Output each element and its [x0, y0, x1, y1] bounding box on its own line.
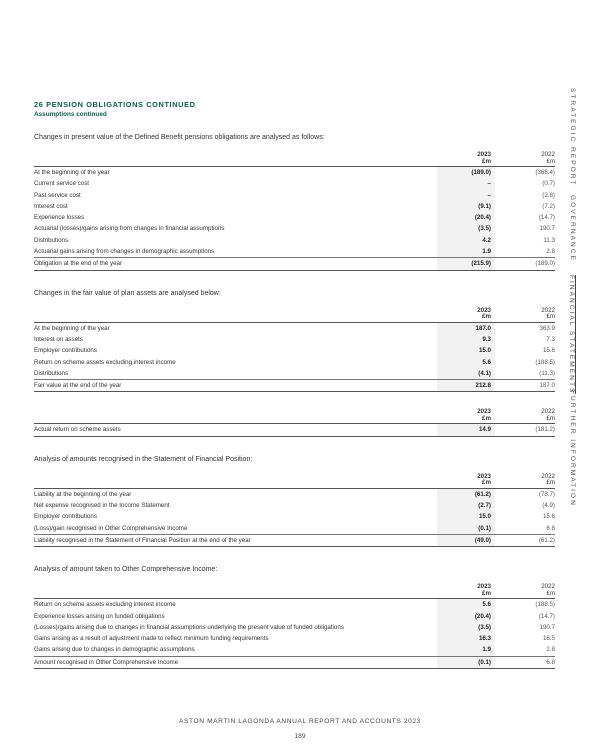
row-label: Actuarial (losses)/gains arising from changes in financial assumptions	[34, 225, 225, 233]
total-gap	[495, 258, 505, 270]
total-label: Obligation at the end of the year	[34, 258, 437, 270]
total-value-2022: (61.2)	[505, 534, 555, 546]
page-number: 189	[294, 733, 306, 740]
row-gap	[495, 622, 505, 633]
row-label: Current service cost	[34, 180, 90, 188]
header-year-2022: 2022	[541, 408, 555, 416]
nav-further-information[interactable]: FURTHER INFORMATION	[569, 390, 576, 507]
total-gap	[495, 424, 505, 436]
row-value-2023: (4.1)	[437, 368, 495, 380]
row-label: Employer contributions	[34, 347, 97, 355]
section-subtitle: Assumptions continued	[34, 111, 107, 118]
table-row	[34, 500, 555, 511]
row-gap	[495, 223, 505, 234]
financial-table	[34, 471, 555, 547]
header-gap	[495, 149, 505, 167]
table-block	[34, 455, 555, 547]
total-value-2022: 187.0	[505, 380, 555, 392]
table-header-row	[34, 406, 555, 424]
row-gap	[495, 599, 505, 611]
row-gap	[495, 246, 505, 258]
table-row	[34, 511, 555, 522]
total-value-2023: 212.8	[437, 380, 495, 392]
row-gap	[495, 500, 505, 511]
total-value-2022: (189.0)	[505, 258, 555, 270]
header-unit-2022: £m	[546, 414, 555, 422]
header-unit-2022: £m	[546, 479, 555, 487]
header-2023	[437, 406, 495, 424]
total-label: Actual return on scheme assets	[34, 424, 437, 436]
table-row	[34, 223, 555, 234]
header-unit-2023: £m	[482, 414, 491, 422]
header-label-spacer	[34, 581, 437, 599]
header-year-2023: 2023	[477, 306, 491, 314]
table-row	[34, 246, 555, 258]
header-year-2022: 2022	[541, 472, 555, 480]
row-gap	[495, 334, 505, 345]
total-gap	[495, 534, 505, 546]
row-value-2022: 15.6	[542, 347, 555, 355]
row-value-2023: (20.4)	[437, 212, 495, 223]
table-row	[34, 190, 555, 201]
row-value-2023: (2.7)	[437, 500, 495, 511]
header-unit-2023: £m	[482, 313, 491, 321]
tables-container	[34, 133, 555, 669]
total-label: Fair value at the end of the year	[34, 380, 437, 392]
header-unit-2022: £m	[546, 589, 555, 597]
header-year-2022: 2022	[541, 306, 555, 314]
row-value-2023: (0.1)	[437, 523, 495, 535]
header-unit-2022: £m	[546, 313, 555, 321]
nav-financial-statements[interactable]: FINANCIAL STATEMENTS	[568, 275, 575, 395]
table-total-row	[34, 380, 555, 392]
row-value-2022: (7.2)	[542, 202, 555, 210]
row-label: Distributions	[34, 369, 69, 377]
table-row	[34, 368, 555, 380]
table-row	[34, 644, 555, 656]
row-value-2023: (3.5)	[437, 223, 495, 234]
header-gap	[495, 581, 505, 599]
row-label: Distributions	[34, 236, 69, 244]
header-gap	[495, 305, 505, 323]
row-value-2023: –	[437, 190, 495, 201]
header-label-spacer	[34, 305, 437, 323]
nav-strategic-report[interactable]: STRATEGIC REPORT	[569, 88, 576, 187]
row-label: At the beginning of the year	[34, 324, 110, 332]
row-value-2023: (61.2)	[437, 488, 495, 500]
row-gap	[495, 611, 505, 622]
header-unit-2023: £m	[482, 479, 491, 487]
total-value-2022: 6.8	[505, 656, 555, 668]
row-value-2023: 5.6	[437, 357, 495, 368]
row-label: Liability at the beginning of the year	[34, 490, 132, 498]
total-gap	[495, 656, 505, 668]
row-value-2022: (0.7)	[542, 180, 555, 188]
row-value-2023: 15.0	[437, 345, 495, 356]
row-value-2022: 190.7	[539, 623, 555, 631]
row-gap	[495, 201, 505, 212]
table-row	[34, 235, 555, 246]
row-value-2023: 187.0	[437, 322, 495, 334]
row-value-2022: 2.8	[546, 646, 555, 654]
table-row	[34, 523, 555, 535]
row-label: Experience losses	[34, 214, 85, 222]
row-gap	[495, 167, 505, 179]
table-header-row	[34, 305, 555, 323]
row-value-2023: 16.3	[437, 633, 495, 644]
total-value-2023: (49.0)	[437, 534, 495, 546]
header-2022	[505, 406, 555, 424]
row-value-2022: (188.5)	[535, 358, 555, 366]
table-total-row	[34, 656, 555, 668]
header-2022	[505, 305, 555, 323]
row-label: Net expense recognised in the Income Statement	[34, 502, 170, 510]
table-block	[34, 406, 555, 436]
header-2023	[437, 305, 495, 323]
header-unit-2023: £m	[482, 157, 491, 165]
side-navigation	[566, 88, 578, 508]
header-gap	[495, 406, 505, 424]
row-gap	[495, 322, 505, 334]
row-gap	[495, 644, 505, 656]
row-label: Past service cost	[34, 191, 81, 199]
row-value-2023: (189.0)	[437, 167, 495, 179]
row-gap	[495, 523, 505, 535]
table-row	[34, 599, 555, 611]
row-value-2023: 15.0	[437, 511, 495, 522]
total-value-2023: (215.9)	[437, 258, 495, 270]
table-row	[34, 201, 555, 212]
table-row	[34, 488, 555, 500]
row-value-2023: –	[437, 178, 495, 189]
row-label: Experience losses arising on funded obligations	[34, 612, 165, 620]
row-value-2022: (368.4)	[535, 169, 555, 176]
table-row	[34, 167, 555, 179]
table-row	[34, 357, 555, 368]
page-content	[34, 100, 555, 669]
total-value-2023: 14.9	[437, 424, 495, 436]
row-label: Return on scheme assets excluding interest income	[34, 358, 176, 366]
table-block	[34, 289, 555, 393]
table-header-row	[34, 471, 555, 489]
header-2023	[437, 581, 495, 599]
table-intro: Analysis of amount taken to Other Comprehensive Income:	[34, 566, 218, 574]
header-label-spacer	[34, 471, 437, 489]
financial-table	[34, 149, 555, 271]
row-value-2023: (3.5)	[437, 622, 495, 633]
table-block	[34, 565, 555, 669]
nav-governance[interactable]: GOVERNANCE	[569, 195, 576, 262]
row-label: At the beginning of the year	[34, 169, 110, 176]
table-row	[34, 322, 555, 334]
header-year-2023: 2023	[477, 583, 491, 591]
row-value-2022: 7.3	[546, 335, 555, 343]
row-label: Return on scheme assets excluding interest income	[34, 601, 176, 609]
row-value-2022: 15.6	[542, 513, 555, 521]
table-row	[34, 178, 555, 189]
header-label-spacer	[34, 149, 437, 167]
footer-title: ASTON MARTIN LAGONDA ANNUAL REPORT AND ACCOUNTS 2023	[179, 718, 421, 725]
header-2022	[505, 149, 555, 167]
header-year-2023: 2023	[477, 151, 491, 158]
table-header-row	[34, 149, 555, 167]
header-2023	[437, 149, 495, 167]
total-label: Amount recognised in Other Comprehensive Income	[34, 656, 437, 668]
row-label: Actuarial gains arising from changes in demographic assumptions	[34, 248, 215, 256]
header-2022	[505, 581, 555, 599]
row-gap	[495, 212, 505, 223]
row-value-2022: (14.7)	[538, 612, 555, 620]
table-intro: Analysis of amounts recognised in the Statement of Financial Position:	[34, 455, 253, 463]
row-label: Interest cost	[34, 202, 68, 210]
header-label-spacer	[34, 406, 437, 424]
row-gap	[495, 178, 505, 189]
total-label: Liability recognised in the Statement of Financial Position at the end of the year	[34, 534, 437, 546]
header-unit-2022: £m	[546, 157, 555, 165]
row-label: (Loss)/gain recognised in Other Comprehensive Income	[34, 524, 188, 532]
table-row	[34, 345, 555, 356]
row-value-2022: (14.7)	[538, 214, 555, 222]
header-year-2022: 2022	[541, 151, 555, 158]
table-total-row	[34, 424, 555, 436]
row-value-2022: (188.5)	[535, 601, 555, 609]
table-row	[34, 611, 555, 622]
total-value-2023: (0.1)	[437, 656, 495, 668]
row-value-2023: 1.9	[437, 246, 495, 258]
row-value-2023: 9.3	[437, 334, 495, 345]
row-gap	[495, 633, 505, 644]
table-total-row	[34, 258, 555, 270]
header-2022	[505, 471, 555, 489]
table-row	[34, 334, 555, 345]
header-gap	[495, 471, 505, 489]
row-value-2023: (9.1)	[437, 201, 495, 212]
row-gap	[495, 357, 505, 368]
row-gap	[495, 345, 505, 356]
financial-table	[34, 305, 555, 393]
row-value-2023: 5.6	[437, 599, 495, 611]
row-value-2022: 2.8	[546, 248, 555, 256]
row-gap	[495, 190, 505, 201]
row-value-2022: 16.5	[542, 635, 555, 643]
row-label: Interest on assets	[34, 335, 83, 343]
table-intro: Changes in present value of the Defined Benefit pensions obligations are analysed as follows:	[34, 134, 325, 141]
section-title: 26 PENSION OBLIGATIONS CONTINUED	[34, 100, 196, 109]
row-gap	[495, 511, 505, 522]
row-gap	[495, 235, 505, 246]
header-year-2023: 2023	[477, 408, 491, 416]
table-row	[34, 212, 555, 223]
financial-table	[34, 581, 555, 669]
header-2023	[437, 471, 495, 489]
row-value-2023: 4.2	[437, 235, 495, 246]
header-year-2022: 2022	[541, 583, 555, 591]
row-value-2022: 190.7	[539, 225, 555, 233]
table-row	[34, 633, 555, 644]
table-header-row	[34, 581, 555, 599]
row-label: Employer contributions	[34, 513, 97, 521]
row-value-2022: (2.8)	[542, 191, 555, 199]
row-value-2022: 6.8	[546, 524, 555, 532]
row-value-2023: (20.4)	[437, 611, 495, 622]
header-year-2023: 2023	[477, 472, 491, 480]
row-value-2022: (78.7)	[538, 490, 555, 498]
row-value-2022: 363.9	[539, 324, 555, 332]
table-row	[34, 622, 555, 633]
total-gap	[495, 380, 505, 392]
row-label: Gains arising as a result of adjustment made to reflect minimum funding requirements	[34, 635, 269, 643]
row-label: Gains arising due to changes in demographic assumptions	[34, 646, 195, 654]
table-intro: Changes in the fair value of plan assets are analysed below:	[34, 289, 221, 297]
row-label: (Losses)/gains arising due to changes in financial assumptions underlying the present value of funded obligations	[34, 623, 344, 631]
financial-table	[34, 406, 555, 436]
table-total-row	[34, 534, 555, 546]
row-gap	[495, 368, 505, 380]
row-value-2022: (4.9)	[542, 502, 555, 510]
row-value-2023: 1.9	[437, 644, 495, 656]
table-block	[34, 133, 555, 271]
header-unit-2023: £m	[482, 589, 491, 597]
row-value-2022: (11.3)	[539, 369, 555, 377]
row-gap	[495, 488, 505, 500]
total-value-2022: (181.2)	[505, 424, 555, 436]
row-value-2022: 11.3	[543, 236, 555, 244]
